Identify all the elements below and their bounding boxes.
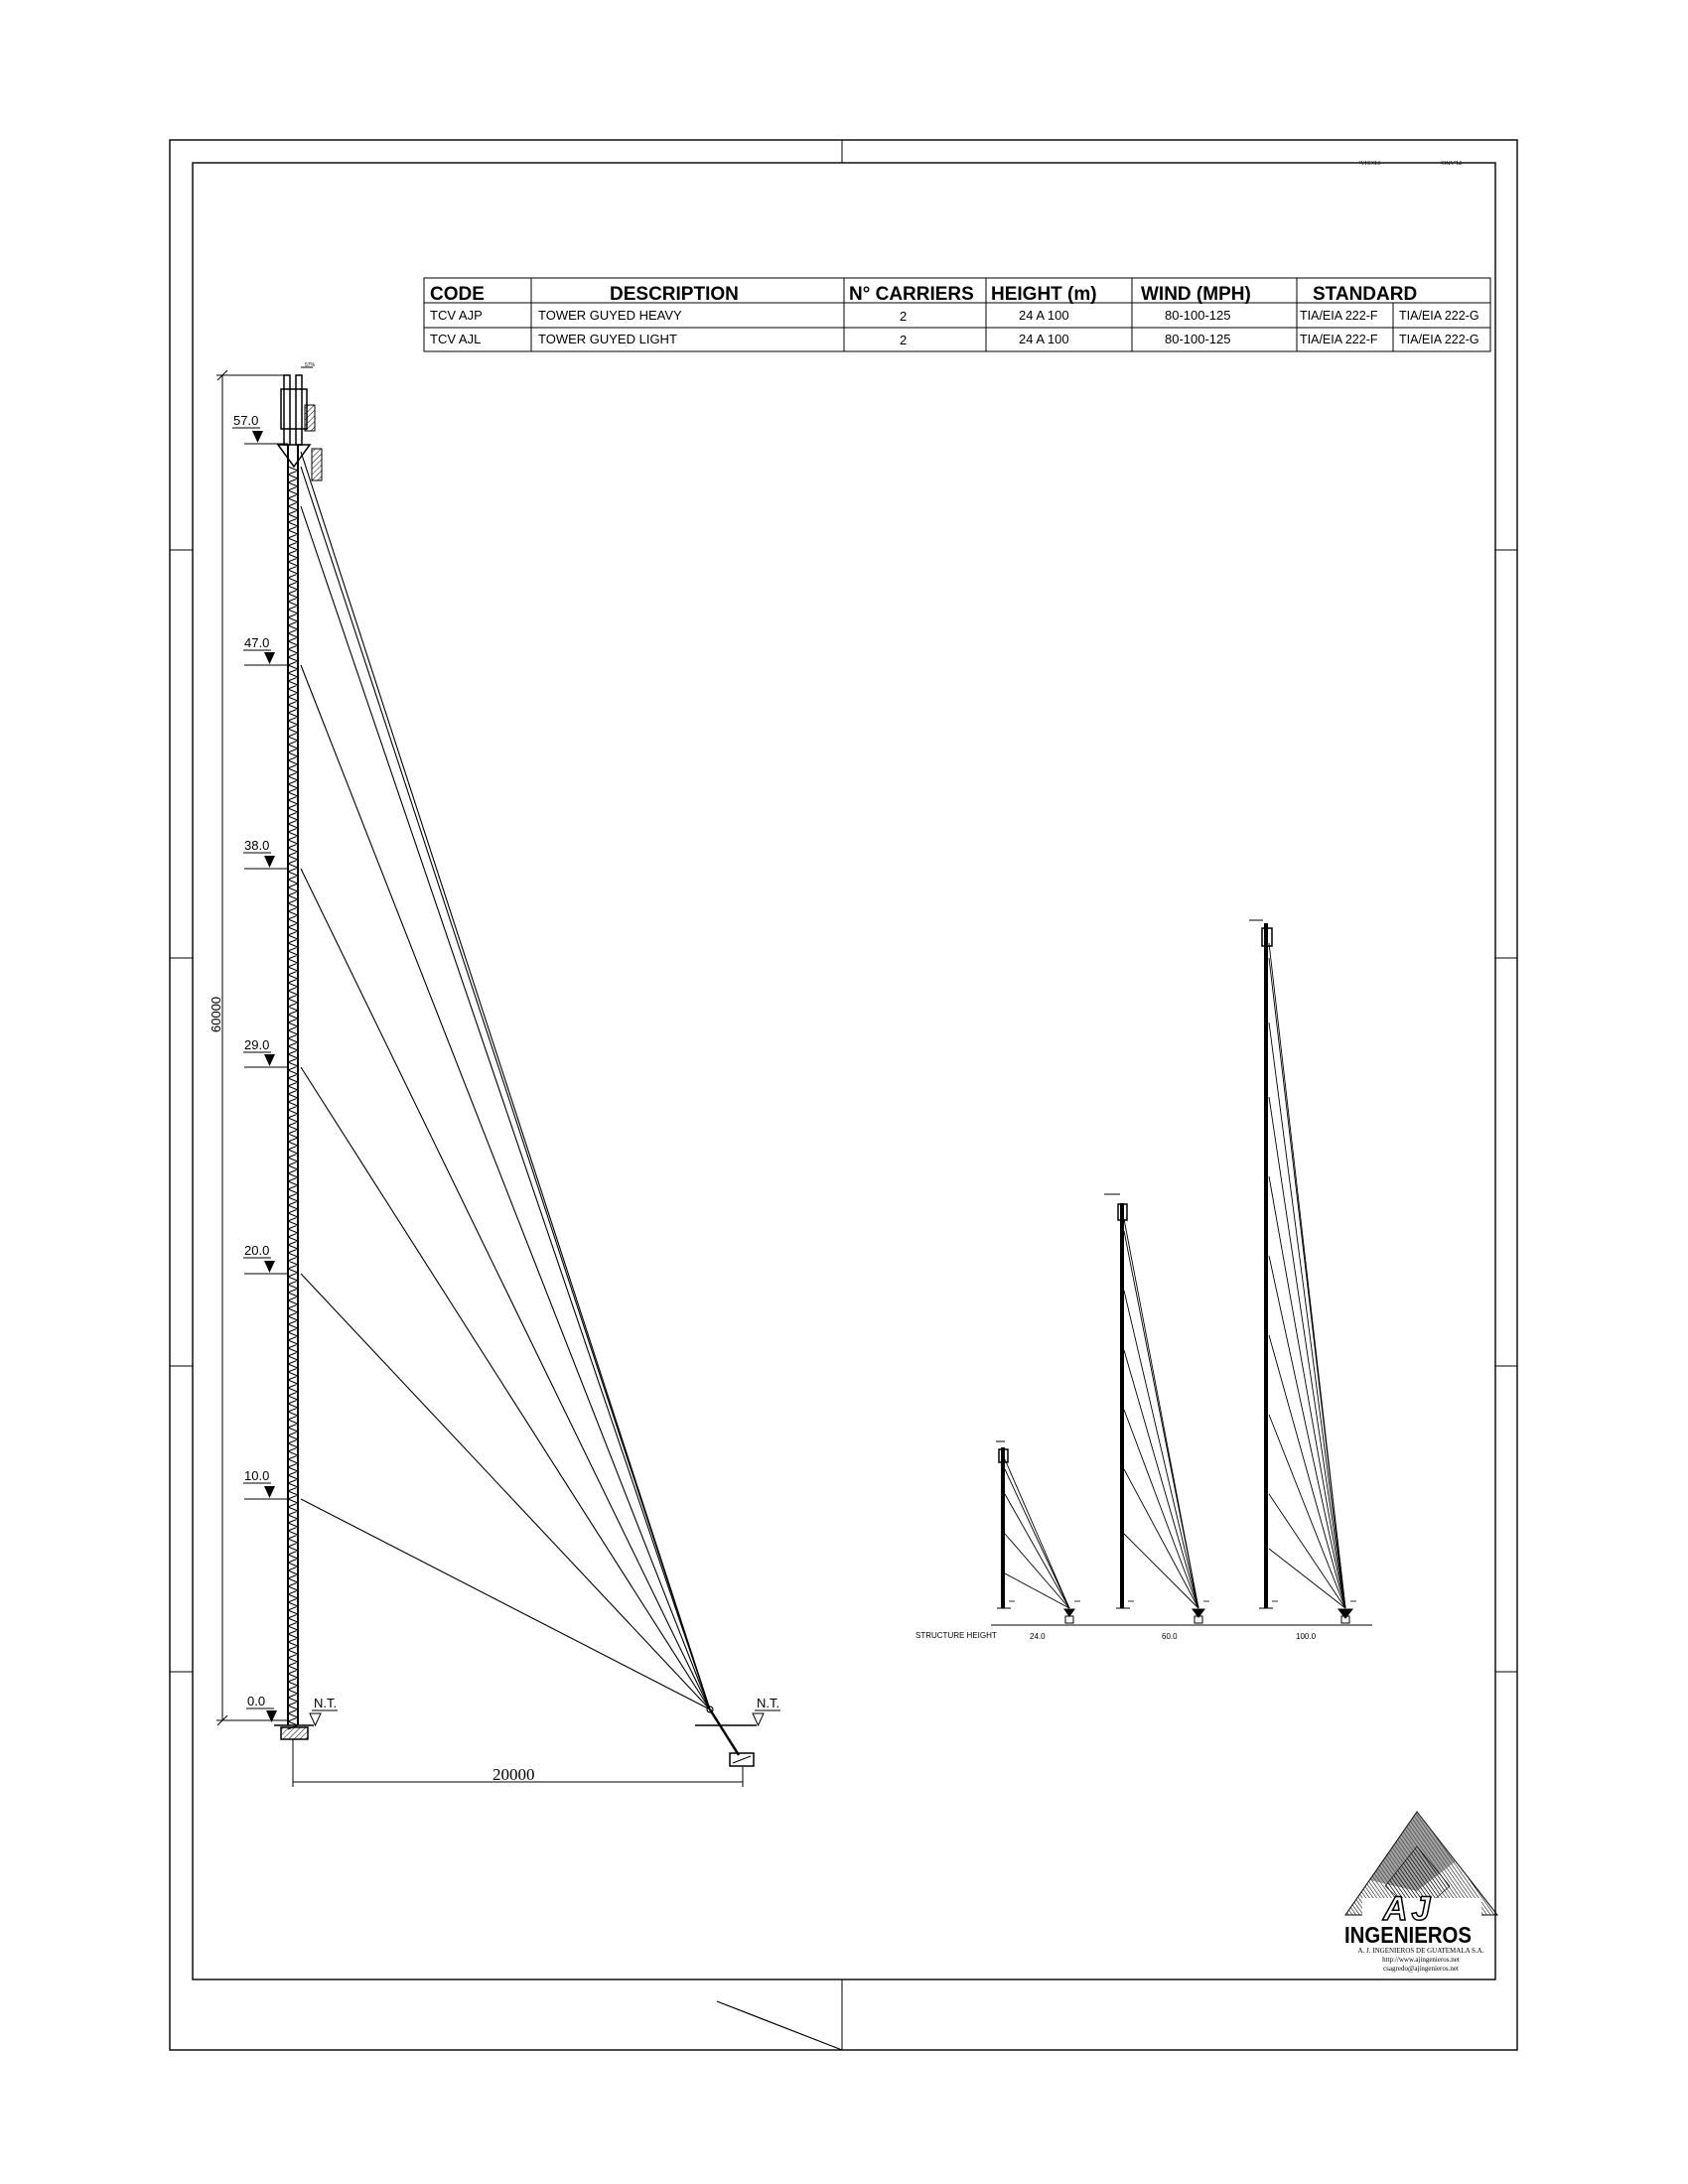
fecha-label: FECHA:: [1358, 159, 1380, 165]
structure-height-labels: [915, 1631, 1317, 1641]
row-height: 24 A 100: [1019, 308, 1069, 323]
level-label: 57.0: [233, 413, 259, 428]
tower-100: [1249, 920, 1356, 1623]
row-description: TOWER GUYED HEAVY: [538, 308, 682, 323]
row-wind: 80-100-125: [1165, 332, 1231, 346]
level-markers: [232, 413, 288, 1722]
logo-brand-letters: AJ: [1383, 1890, 1435, 1928]
tower-mast: [274, 362, 322, 1739]
row-wind: 80-100-125: [1165, 308, 1231, 323]
title-block-labels: [1358, 159, 1462, 165]
logo-email: csagredo@ajingenieros.net: [1383, 1965, 1459, 1973]
row-code: TCV AJL: [430, 332, 482, 346]
level-marker: [243, 635, 288, 665]
outer-border: [170, 140, 1517, 2050]
logo-company: A. J. INGENIEROS DE GUATEMALA S.A.: [1357, 1947, 1484, 1955]
company-logo: [1344, 1812, 1497, 1973]
level-marker: [243, 1243, 288, 1274]
ground-level-tower: [310, 1696, 338, 1725]
level-label: 38.0: [244, 838, 270, 853]
level-label: 10.0: [244, 1468, 270, 1483]
nt-label-anchor: N.T.: [757, 1696, 780, 1710]
ground-level-anchor: [753, 1696, 780, 1725]
level-marker: [232, 413, 288, 444]
row-standard-f: TIA/EIA 222-F: [1300, 309, 1378, 323]
header-standard: STANDARD: [1313, 284, 1418, 305]
inner-border: [193, 163, 1495, 1979]
row-standard-g: TIA/EIA 222-G: [1399, 309, 1479, 323]
anchor-distance-label: 20000: [492, 1765, 535, 1784]
row-code: TCV AJP: [430, 308, 483, 323]
row-description: TOWER GUYED LIGHT: [538, 332, 677, 346]
row-standard-g: TIA/EIA 222-G: [1399, 333, 1479, 346]
level-label: 20.0: [244, 1243, 270, 1258]
guy-wires: [301, 452, 710, 1709]
level-marker: [243, 1468, 288, 1499]
level-label: 29.0: [244, 1037, 270, 1052]
table-row: [430, 308, 1479, 324]
row-standard-f: TIA/EIA 222-F: [1300, 333, 1378, 346]
height-label-100: 100.0: [1296, 1632, 1317, 1641]
table-row: [430, 332, 1479, 347]
svg-text:57%: 57%: [305, 362, 316, 368]
sheet-frame: [170, 140, 1517, 2050]
nt-label-tower: N.T.: [314, 1696, 338, 1710]
main-elevation: [209, 362, 780, 1787]
header-height: HEIGHT (m): [991, 284, 1097, 305]
logo-name: INGENIEROS: [1344, 1922, 1472, 1948]
guy-anchor: [695, 1706, 757, 1766]
table-header-row: [430, 284, 1417, 305]
plano-label: PLANO:: [1440, 159, 1462, 165]
tower-24: [996, 1441, 1080, 1623]
level-label: 47.0: [244, 635, 270, 650]
row-carriers: 2: [900, 333, 908, 347]
level-marker: [243, 1037, 288, 1067]
tower-60: [1104, 1194, 1209, 1623]
row-carriers: 2: [900, 309, 908, 324]
header-code: CODE: [430, 284, 485, 305]
header-description: DESCRIPTION: [610, 284, 739, 305]
small-elevations: [915, 920, 1372, 1641]
structure-height-axis-label: STRUCTURE HEIGHT: [915, 1631, 997, 1640]
row-height: 24 A 100: [1019, 332, 1069, 346]
header-carriers: N° CARRIERS: [849, 284, 974, 305]
spec-table: [424, 278, 1490, 351]
height-label-60: 60.0: [1162, 1632, 1178, 1641]
header-wind: WIND (MPH): [1141, 284, 1251, 305]
height-label-24: 24.0: [1030, 1632, 1046, 1641]
height-dimension-label: 60000: [209, 996, 223, 1032]
level-marker: [244, 1694, 288, 1722]
logo-website: http://www.ajingenieros.net: [1382, 1956, 1460, 1964]
level-label: 0.0: [247, 1694, 266, 1708]
level-marker: [243, 838, 288, 869]
mast-lattice: [288, 467, 298, 1729]
